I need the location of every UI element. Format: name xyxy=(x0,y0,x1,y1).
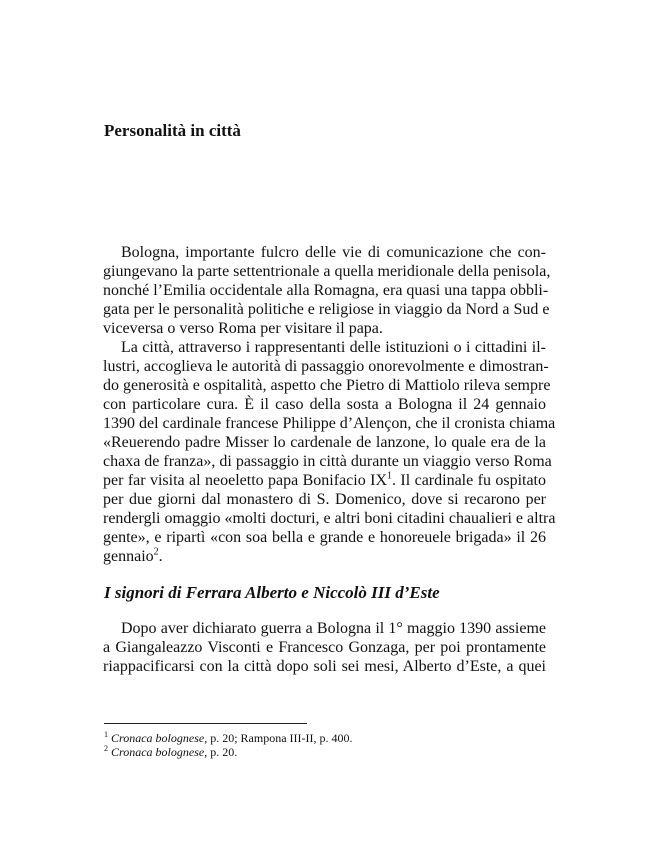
text-fragment: per far visita al neoeletto papa Bonifacio IX xyxy=(103,472,388,489)
footnote-1 xyxy=(104,731,353,745)
text-line: riappacificarsi con la città dopo soli sei mesi, Alberto d’Este, a quei xyxy=(103,658,546,675)
text-line: gente», e ripartì «con soa bella e grande e honoreuele brigada» il 26 xyxy=(103,529,546,546)
paragraph-3 xyxy=(103,619,546,676)
footnote-source-title: Cronaca bolognese xyxy=(111,745,205,759)
footnote-source-title: Cronaca bolognese xyxy=(111,731,205,745)
text-line: «Reuerendo padre Misser lo cardenale de lanzone, lo quale era de la xyxy=(103,434,546,451)
text-fragment: . xyxy=(158,548,163,565)
text-line: con particolare cura. È il caso della sosta a Bologna il 24 gennaio xyxy=(103,396,546,413)
subsection-title: I signori di Ferrara Alberto e Niccolò III d’Este xyxy=(104,583,440,602)
text-line: nonché l’Emilia occidentale alla Romagna, era quasi una tappa obbli- xyxy=(103,282,549,299)
text-line: La città, attraverso i rappresentanti delle istituzioni o i cittadini il- xyxy=(121,339,546,356)
text-line: 1390 del cardinale francese Philippe d’Alençon, che il cronista chiama xyxy=(103,415,556,432)
text-fragment: gennaio xyxy=(103,548,154,565)
text-line: giungevano la parte settentrionale a quella meridionale della penisola, xyxy=(103,263,551,280)
text-line: do generosità e ospitalità, aspetto che Pietro di Mattiolo rileva sempre xyxy=(103,377,551,394)
text-line: chaxa de franza», di passaggio in città durante un viaggio verso Roma xyxy=(103,453,552,470)
text-line-with-note xyxy=(103,547,546,566)
paragraph-2 xyxy=(103,338,556,566)
footnote-2 xyxy=(104,745,237,759)
text-line: viceversa o verso Roma per visitare il papa. xyxy=(103,320,383,337)
section-title: Personalità in città xyxy=(104,121,241,140)
text-line-with-note xyxy=(103,471,546,490)
text-fragment: . Il cardinale fu ospitato xyxy=(392,472,547,489)
footnote-number: 2 xyxy=(104,744,108,753)
text-line: rendergli omaggio «molti docturi, e altri boni citadini chaualieri e altra xyxy=(103,510,556,527)
text-line: Bologna, importante fulcro delle vie di comunicazione che con- xyxy=(121,244,546,261)
text-line: a Giangaleazzo Visconti e Francesco Gonzaga, per poi prontamente xyxy=(103,639,546,656)
text-line: Dopo aver dichiarato guerra a Bologna il 1° maggio 1390 assieme xyxy=(121,620,546,637)
footnote-number: 1 xyxy=(104,730,108,739)
footnote-text: , p. 20. xyxy=(204,745,238,759)
paragraph-1 xyxy=(103,243,551,338)
footnote-separator xyxy=(104,723,307,724)
footnote-ref-1[interactable]: 1 xyxy=(387,470,393,482)
text-line: per due giorni dal monastero di S. Domenico, dove si recarono per xyxy=(103,491,546,508)
text-line: lustri, accoglieva le autorità di passaggio onorevolmente e dimostran- xyxy=(103,358,549,375)
text-line: gata per le personalità politiche e religiose in viaggio da Nord a Sud e xyxy=(103,301,550,318)
footnote-ref-2[interactable]: 2 xyxy=(153,546,159,558)
footnote-text: , p. 20; Rampona III-II, p. 400. xyxy=(204,731,353,745)
